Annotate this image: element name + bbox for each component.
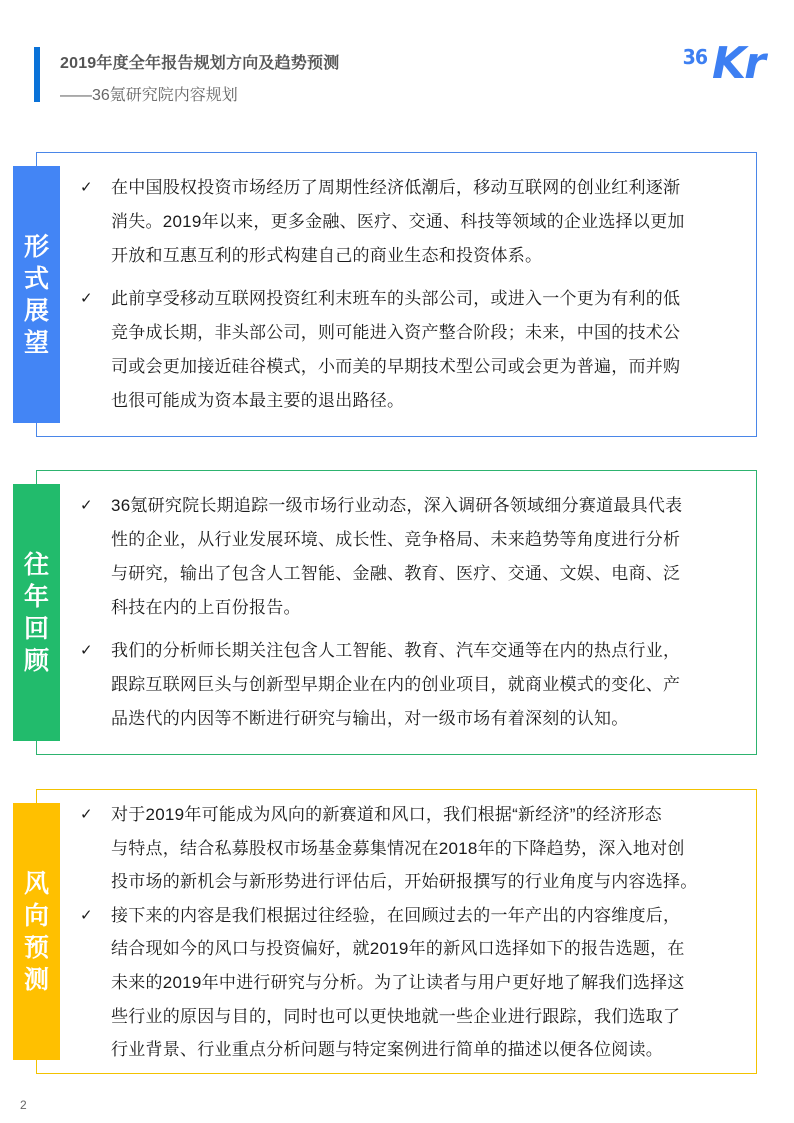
text-line: 性的企业，从行业发展环境、成长性、竞争格局、未来趋势等角度进行分析 xyxy=(111,530,681,549)
section-label xyxy=(13,803,60,1060)
text-line: 消失。2019年以来，更多金融、医疗、交通、科技等领域的企业选择以更加 xyxy=(111,212,685,231)
text-line: 竞争成长期，非头部公司，则可能进入资产整合阶段；未来，中国的技术公 xyxy=(111,323,681,342)
section-outlook xyxy=(0,152,794,442)
checkmark-icon: ✓ xyxy=(80,179,93,196)
text-line: 36氪研究院长期追踪一级市场行业动态，深入调研各领域细分赛道最具代表 xyxy=(111,496,683,515)
section-content xyxy=(80,489,740,736)
bullet-item xyxy=(80,798,740,899)
text-line: 行业背景、行业重点分析问题与特定案例进行简单的描述以便各位阅读。 xyxy=(111,1040,663,1060)
text-line: 接下来的内容是我们根据过往经验，在回顾过去的一年产出的内容维度后， xyxy=(111,905,681,925)
label-char: 望 xyxy=(23,327,49,357)
text-line: 科技在内的上百份报告。 xyxy=(111,598,301,617)
section-forecast xyxy=(0,789,794,1079)
bullet-item xyxy=(80,282,740,418)
label-char: 测 xyxy=(23,964,49,994)
page-number: 2 xyxy=(20,1098,27,1112)
bullet-item xyxy=(80,634,740,736)
label-char: 预 xyxy=(23,932,49,962)
label-char: 向 xyxy=(23,900,49,930)
logo-36: 36 xyxy=(682,45,708,69)
checkmark-icon: ✓ xyxy=(80,642,93,659)
checkmark-icon: ✓ xyxy=(80,497,93,514)
text-line: 此前享受移动互联网投资红利末班车的头部公司，或进入一个更为有利的低 xyxy=(111,289,681,308)
section-label xyxy=(13,484,60,741)
label-char: 风 xyxy=(23,868,49,898)
text-line: 投市场的新机会与新形势进行评估后，开始研报撰写的行业角度与内容选择。 xyxy=(111,872,698,892)
text-line: 司或会更加接近硅谷模式，小而美的早期技术型公司或会更为普遍，而并购 xyxy=(111,357,681,376)
logo-kr: Kr xyxy=(712,38,764,89)
text-line: 开放和互惠互利的形式构建自己的商业生态和投资体系。 xyxy=(111,246,543,265)
text-line: 也很可能成为资本最主要的退出路径。 xyxy=(111,391,405,410)
bullet-item xyxy=(80,171,740,273)
text-line: 与特点，结合私募股权市场基金募集情况在2018年的下降趋势，深入地对创 xyxy=(111,838,685,858)
page-subtitle: ——36氪研究院内容规划 xyxy=(60,87,238,104)
text-line: 结合现如今的风口与投资偏好，就2019年的新风口选择如下的报告选题，在 xyxy=(111,939,685,959)
text-line: 在中国股权投资市场经历了周期性经济低潮后，移动互联网的创业红利逐渐 xyxy=(111,178,681,197)
bullet-item xyxy=(80,899,740,1067)
section-review xyxy=(0,470,794,760)
label-char: 往 xyxy=(23,549,49,579)
label-char: 式 xyxy=(23,263,49,293)
text-line: 与研究，输出了包含人工智能、金融、教育、医疗、交通、文娱、电商、泛 xyxy=(111,564,681,583)
text-line: 我们的分析师长期关注包含人工智能、教育、汽车交通等在内的热点行业， xyxy=(111,641,681,660)
text-line: 品迭代的内因等不断进行研究与输出，对一级市场有着深刻的认知。 xyxy=(111,709,629,728)
label-char: 展 xyxy=(23,295,49,325)
label-char: 顾 xyxy=(23,645,49,675)
header-accent-bar xyxy=(34,47,40,102)
label-char: 年 xyxy=(23,581,49,611)
section-content xyxy=(80,798,740,1067)
checkmark-icon: ✓ xyxy=(80,806,93,823)
section-label xyxy=(13,166,60,423)
text-line: 对于2019年可能成为风向的新赛道和风口，我们根据“新经济”的经济形态 xyxy=(111,805,662,824)
label-char: 回 xyxy=(23,613,49,643)
page-title: 2019年度全年报告规划方向及趋势预测 xyxy=(60,55,340,72)
checkmark-icon: ✓ xyxy=(80,906,93,924)
checkmark-icon: ✓ xyxy=(80,290,93,307)
text-line: 跟踪互联网巨头与创新型早期企业在内的创业项目，就商业模式的变化、产 xyxy=(111,675,681,694)
36kr-logo xyxy=(680,40,766,92)
section-content xyxy=(80,171,740,418)
text-line: 未来的2019年中进行研究与分析。为了让读者与用户更好地了解我们选择这 xyxy=(111,972,685,992)
bullet-item xyxy=(80,489,740,625)
text-line: 些行业的原因与目的，同时也可以更快地就一些企业进行跟踪，我们选取了 xyxy=(111,1006,681,1026)
label-char: 形 xyxy=(23,231,49,261)
